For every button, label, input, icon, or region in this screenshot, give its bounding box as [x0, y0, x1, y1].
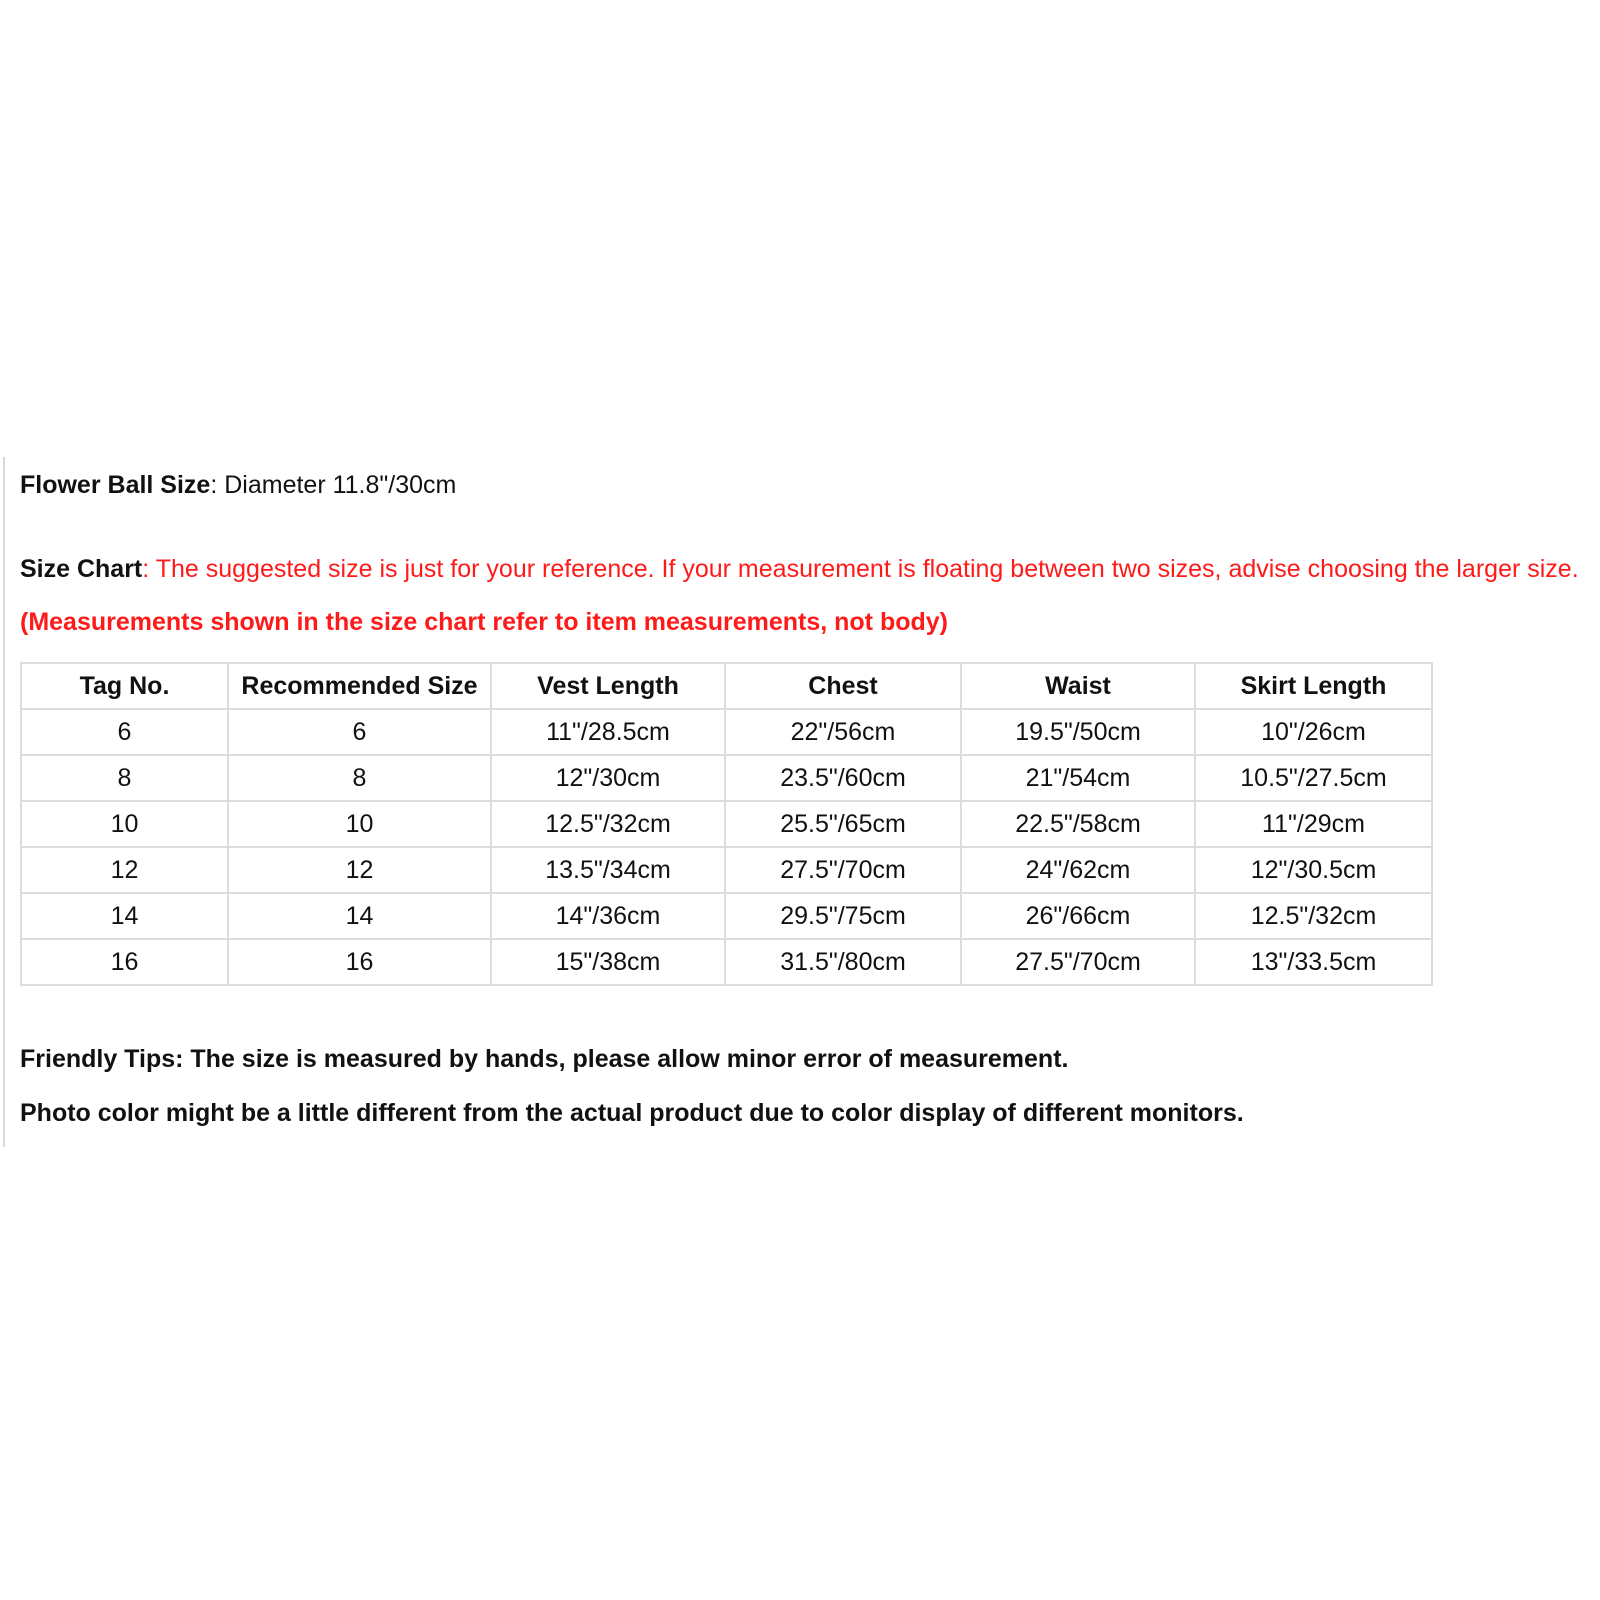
size-chart-label: Size Chart	[20, 555, 143, 583]
table-cell: 26"/66cm	[961, 893, 1195, 939]
column-header: Chest	[725, 663, 961, 709]
photo-color-note: Photo color might be a little different from the actual product due to color display of different monitors.	[20, 1099, 1244, 1127]
table-cell: 23.5"/60cm	[725, 755, 961, 801]
friendly-tips: Friendly Tips: The size is measured by hands, please allow minor error of measurement.	[20, 1045, 1069, 1073]
table-cell: 12.5"/32cm	[491, 801, 725, 847]
table-cell: 6	[228, 709, 491, 755]
column-header: Waist	[961, 663, 1195, 709]
column-header: Skirt Length	[1195, 663, 1432, 709]
size-chart-colon: :	[142, 555, 156, 583]
table-cell: 10	[228, 801, 491, 847]
table-cell: 8	[21, 755, 228, 801]
table-cell: 29.5"/75cm	[725, 893, 961, 939]
column-header: Vest Length	[491, 663, 725, 709]
table-row	[21, 755, 1432, 801]
table-cell: 10"/26cm	[1195, 709, 1432, 755]
size-table	[20, 662, 1433, 986]
table-cell: 11"/29cm	[1195, 801, 1432, 847]
flower-ball-value: : Diameter 11.8"/30cm	[210, 471, 457, 499]
table-header-row	[21, 663, 1432, 709]
table-cell: 10	[21, 801, 228, 847]
table-cell: 12.5"/32cm	[1195, 893, 1432, 939]
table-cell: 10.5"/27.5cm	[1195, 755, 1432, 801]
table-cell: 15"/38cm	[491, 939, 725, 985]
table-cell: 12"/30cm	[491, 755, 725, 801]
table-cell: 14	[21, 893, 228, 939]
table-cell: 21"/54cm	[961, 755, 1195, 801]
table-cell: 24"/62cm	[961, 847, 1195, 893]
table-cell: 12	[21, 847, 228, 893]
table-cell: 22"/56cm	[725, 709, 961, 755]
table-cell: 13"/33.5cm	[1195, 939, 1432, 985]
table-row	[21, 893, 1432, 939]
table-cell: 14"/36cm	[491, 893, 725, 939]
table-cell: 12"/30.5cm	[1195, 847, 1432, 893]
size-chart-note: The suggested size is just for your reference. If your measurement is floating between two sizes, advise choosing the larger size.	[155, 555, 1579, 583]
table-cell: 16	[228, 939, 491, 985]
product-info-panel	[3, 457, 1595, 1147]
table-cell: 19.5"/50cm	[961, 709, 1195, 755]
size-chart-line	[20, 555, 1579, 584]
table-row	[21, 801, 1432, 847]
table-cell: 27.5"/70cm	[725, 847, 961, 893]
table-cell: 27.5"/70cm	[961, 939, 1195, 985]
column-header: Recommended Size	[228, 663, 491, 709]
table-row	[21, 847, 1432, 893]
table-cell: 6	[21, 709, 228, 755]
table-row	[21, 939, 1432, 985]
column-header: Tag No.	[21, 663, 228, 709]
measurement-note: (Measurements shown in the size chart refer to item measurements, not body)	[20, 608, 948, 636]
table-cell: 13.5"/34cm	[491, 847, 725, 893]
table-cell: 22.5"/58cm	[961, 801, 1195, 847]
table-cell: 31.5"/80cm	[725, 939, 961, 985]
table-cell: 12	[228, 847, 491, 893]
table-cell: 11"/28.5cm	[491, 709, 725, 755]
table-cell: 16	[21, 939, 228, 985]
flower-ball-label: Flower Ball Size	[20, 471, 211, 499]
table-cell: 8	[228, 755, 491, 801]
table-cell: 25.5"/65cm	[725, 801, 961, 847]
table-row	[21, 709, 1432, 755]
table-cell: 14	[228, 893, 491, 939]
flower-ball-size-line	[20, 471, 456, 500]
